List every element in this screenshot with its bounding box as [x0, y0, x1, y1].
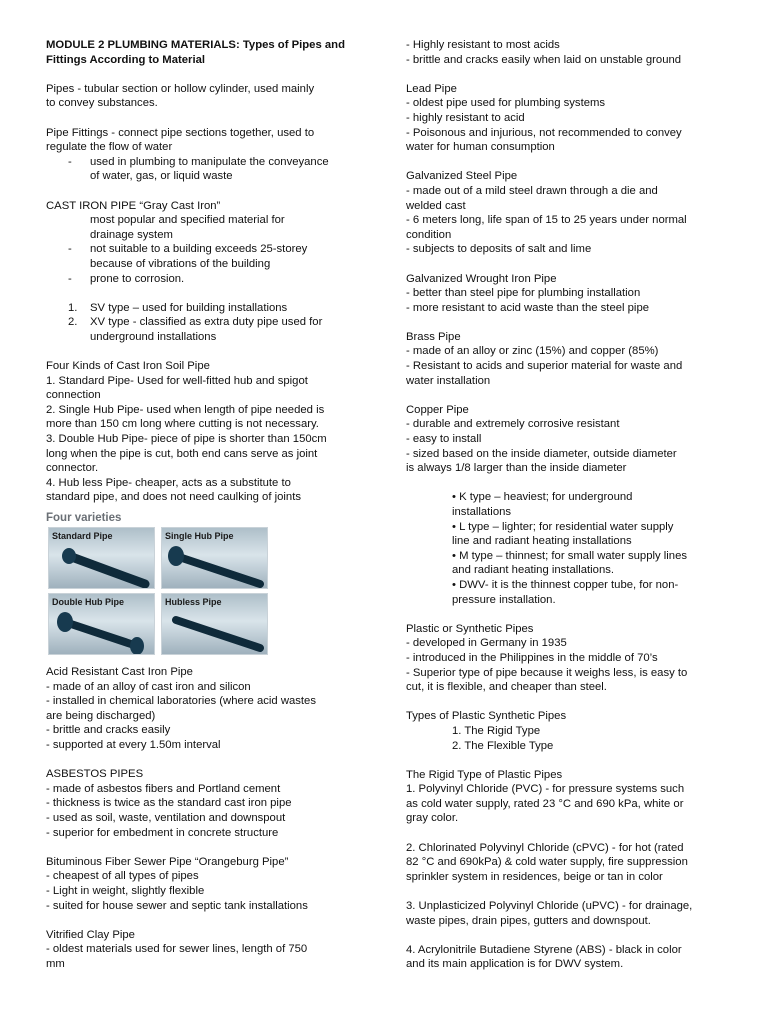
pipe-varieties-figure	[46, 511, 270, 657]
text-line: more than 150 cm long where cutting is not necessary.	[46, 418, 319, 431]
text-line: 2. Single Hub Pipe- used when length of pipe needed is	[46, 403, 325, 416]
galvanized-wrought-iron-section	[406, 272, 728, 316]
section-heading: The Rigid Type of Plastic Pipes	[406, 768, 563, 781]
text-line: SV type – used for building installations	[90, 301, 288, 314]
text-line: long when the pipe is cut, both end cans serve as joint	[46, 447, 318, 460]
pipes-definition	[46, 82, 364, 111]
text-line: and its main application is for DWV system.	[406, 958, 624, 971]
text-line: XV type - classified as extra duty pipe used for	[90, 316, 323, 329]
list-item: installations	[452, 506, 512, 518]
right-column	[406, 38, 728, 972]
text-line: - superior for embedment in concrete structure	[46, 826, 279, 839]
section-heading: Acid Resistant Cast Iron Pipe	[46, 666, 193, 678]
list-item: • M type – thinnest; for small water supply lines	[452, 549, 688, 562]
text-line: as cold water supply, rated 23 °C and 690 kPa, white or	[406, 797, 684, 810]
text-line: of water, gas, or liquid waste	[90, 170, 233, 183]
list-item: • L type – lighter; for residential water supply	[452, 520, 674, 533]
figure-title: Four varieties	[46, 512, 122, 524]
text-line: - cheapest of all types of pipes	[46, 870, 199, 883]
text-line: standard pipe, and does not need caulking of joints	[46, 491, 301, 504]
text-line: - sized based on the inside diameter, outside diameter	[406, 447, 677, 460]
text-line: - subjects to deposits of salt and lime	[406, 243, 592, 256]
numbered-item	[46, 315, 364, 344]
text-line: - oldest pipe used for plumbing systems	[406, 97, 606, 110]
text-line: - made of asbestos fibers and Portland cement	[46, 782, 281, 795]
text-line: 82 °C and 690kPa) & cold water supply, fire suppression	[406, 856, 688, 869]
text-line: 2. Chlorinated Polyvinyl Chloride (cPVC) - for hot (rated	[406, 841, 684, 854]
text-line: connection	[46, 389, 101, 402]
lead-pipe-section	[406, 82, 728, 155]
double-hub-pipe-tile	[48, 593, 155, 655]
text-line: - more resistant to acid waste than the steel pipe	[406, 301, 650, 314]
text-line: - better than steel pipe for plumbing installation	[406, 287, 641, 300]
text-line: 1. Standard Pipe- Used for well-fitted hub and spigot	[46, 374, 308, 387]
text-line: condition	[406, 228, 452, 241]
copper-pipe-section	[406, 403, 728, 476]
text-line: - easy to install	[406, 433, 482, 446]
text-line: gray color.	[406, 812, 459, 825]
section-heading: Bituminous Fiber Sewer Pipe “Orangeburg Pipe”	[46, 855, 289, 868]
text-line: 4. Hub less Pipe- cheaper, acts as a substitute to	[46, 476, 291, 489]
plastic-types-section	[406, 709, 728, 753]
text-line: welded cast	[406, 199, 466, 212]
text-line: cut, it is flexible, and cheaper than steel.	[406, 681, 607, 694]
single-hub-pipe-tile	[161, 527, 268, 589]
list-item: pressure installation.	[452, 593, 556, 606]
text-line: are being discharged)	[46, 709, 156, 722]
section-heading: Copper Pipe	[406, 403, 469, 416]
text-line: waste pipes, drain pipes, gutters and downspout.	[406, 914, 651, 927]
upvc-section	[406, 899, 728, 928]
standard-pipe-tile	[48, 527, 155, 589]
plastic-pipes-section	[406, 622, 728, 695]
text-line: connector.	[46, 462, 99, 475]
numbered-item	[46, 301, 364, 316]
left-column	[46, 38, 364, 971]
list-item: and radiant heating installations.	[452, 564, 615, 577]
section-heading: Galvanized Wrought Iron Pipe	[406, 272, 557, 285]
text-line: - introduced in the Philippines in the middle of 70’s	[406, 651, 658, 664]
text-line: - durable and extremely corrosive resistant	[406, 418, 620, 431]
text-line: 4. Acrylonitrile Butadiene Styrene (ABS) - black in color	[406, 943, 682, 956]
text-line: - oldest materials used for sewer lines, length of 750	[46, 943, 308, 956]
text-line: - brittle and cracks easily when laid on unstable ground	[406, 53, 682, 66]
cpvc-section	[406, 841, 728, 885]
section-heading: Four Kinds of Cast Iron Soil Pipe	[46, 360, 210, 373]
vitrified-clay-continued	[406, 38, 728, 67]
text-line: - used as soil, waste, ventilation and downspout	[46, 811, 286, 824]
text-line: - brittle and cracks easily	[46, 724, 171, 737]
document-title: MODULE 2 PLUMBING MATERIALS: Types of Pipes and Fittings According to Material	[46, 39, 345, 66]
tile-label: Hubless Pipe	[165, 597, 222, 607]
item-number: 2.	[68, 316, 78, 329]
section-heading: Types of Plastic Synthetic Pipes	[406, 710, 567, 723]
abs-section	[406, 943, 728, 972]
text-line: 1. Polyvinyl Chloride (PVC) - for pressure systems such	[406, 783, 685, 796]
text-line: to convey substances.	[46, 97, 158, 110]
text-line: - supported at every 1.50m interval	[46, 738, 221, 751]
section-heading: Vitrified Clay Pipe	[46, 928, 135, 941]
pipe-fittings-definition	[46, 126, 364, 184]
tile-label: Double Hub Pipe	[52, 597, 124, 607]
types-list	[406, 724, 728, 753]
vitrified-clay-section	[46, 928, 364, 972]
text-line: - made of an alloy or zinc (15%) and copper (85%)	[406, 345, 659, 358]
text-line: - Highly resistant to most acids	[406, 39, 560, 51]
text-line: - Resistant to acids and superior material for waste and	[406, 360, 683, 373]
item-number: 1.	[68, 301, 78, 314]
section-heading: ASBESTOS PIPES	[46, 768, 144, 781]
text-line: - 6 meters long, life span of 15 to 25 years under normal	[406, 214, 687, 227]
text-line: 3. Unplasticized Polyvinyl Chloride (uPVC) - for drainage,	[406, 900, 693, 913]
text-line: - not suitable to a building exceeds 25-storey	[90, 243, 308, 256]
text-line: water for human consumption	[406, 141, 555, 154]
text-line: is always 1/8 larger than the inside diameter	[406, 462, 627, 475]
text-line: - made out of a mild steel drawn through a die and	[406, 184, 658, 197]
asbestos-section	[46, 767, 364, 840]
acid-resistant-section	[46, 665, 364, 753]
text-line: - Light in weight, slightly flexible	[46, 884, 205, 897]
text-line: drainage system	[90, 228, 173, 241]
text-line: - Poisonous and injurious, not recommended to convey	[406, 126, 682, 139]
text-line: - Superior type of pipe because it weighs less, is easy to	[406, 666, 688, 679]
galvanized-steel-section	[406, 169, 728, 257]
text-line: - installed in chemical laboratories (where acid wastes	[46, 695, 316, 708]
list-item: line and radiant heating installations	[452, 535, 632, 548]
bituminous-section	[46, 855, 364, 913]
brass-pipe-section	[406, 330, 728, 388]
text-line: most popular and specified material for	[90, 214, 285, 227]
text-line: - made of an alloy of cast iron and silicon	[46, 680, 251, 693]
indented-item	[46, 213, 364, 242]
text-line: mm	[46, 957, 65, 970]
text-line: - used in plumbing to manipulate the conveyance	[90, 155, 329, 168]
section-heading: Lead Pipe	[406, 82, 457, 95]
text-line: sprinkler system in residences, beige or tan in color	[406, 870, 663, 883]
text-line: because of vibrations of the building	[90, 257, 271, 270]
hubless-pipe-tile	[161, 593, 268, 655]
dash-list-item	[46, 155, 364, 184]
list-item: 2. The Flexible Type	[452, 739, 554, 752]
cast-iron-section	[46, 199, 364, 345]
text-line: - thickness is twice as the standard cast iron pipe	[46, 797, 292, 810]
dash-list-item	[46, 272, 364, 287]
text-line: Pipes - tubular section or hollow cylinder, used mainly	[46, 82, 315, 95]
dash-list-item	[46, 242, 364, 271]
tile-label: Single Hub Pipe	[165, 531, 234, 541]
text-line: water installation	[406, 374, 491, 387]
text-line: - developed in Germany in 1935	[406, 637, 567, 650]
section-heading: Brass Pipe	[406, 330, 461, 343]
four-kinds-section	[46, 359, 364, 505]
section-heading: Plastic or Synthetic Pipes	[406, 622, 534, 635]
list-item: • K type – heaviest; for underground	[452, 491, 633, 504]
text-line: - highly resistant to acid	[406, 111, 525, 124]
text-line: regulate the flow of water	[46, 141, 173, 154]
list-item: 1. The Rigid Type	[452, 724, 541, 737]
rigid-type-section	[406, 768, 728, 826]
tile-label: Standard Pipe	[52, 531, 113, 541]
text-line: - prone to corrosion.	[90, 272, 185, 285]
text-line: Pipe Fittings - connect pipe sections together, used to	[46, 126, 315, 139]
text-line: - suited for house sewer and septic tank installations	[46, 899, 308, 912]
section-heading: Galvanized Steel Pipe	[406, 170, 518, 183]
copper-types-list	[406, 490, 728, 607]
list-item: • DWV- it is the thinnest copper tube, for non-	[452, 578, 679, 591]
text-line: underground installations	[90, 330, 217, 343]
text-line: 3. Double Hub Pipe- piece of pipe is shorter than 150cm	[46, 433, 327, 446]
section-heading: CAST IRON PIPE “Gray Cast Iron”	[46, 199, 221, 212]
